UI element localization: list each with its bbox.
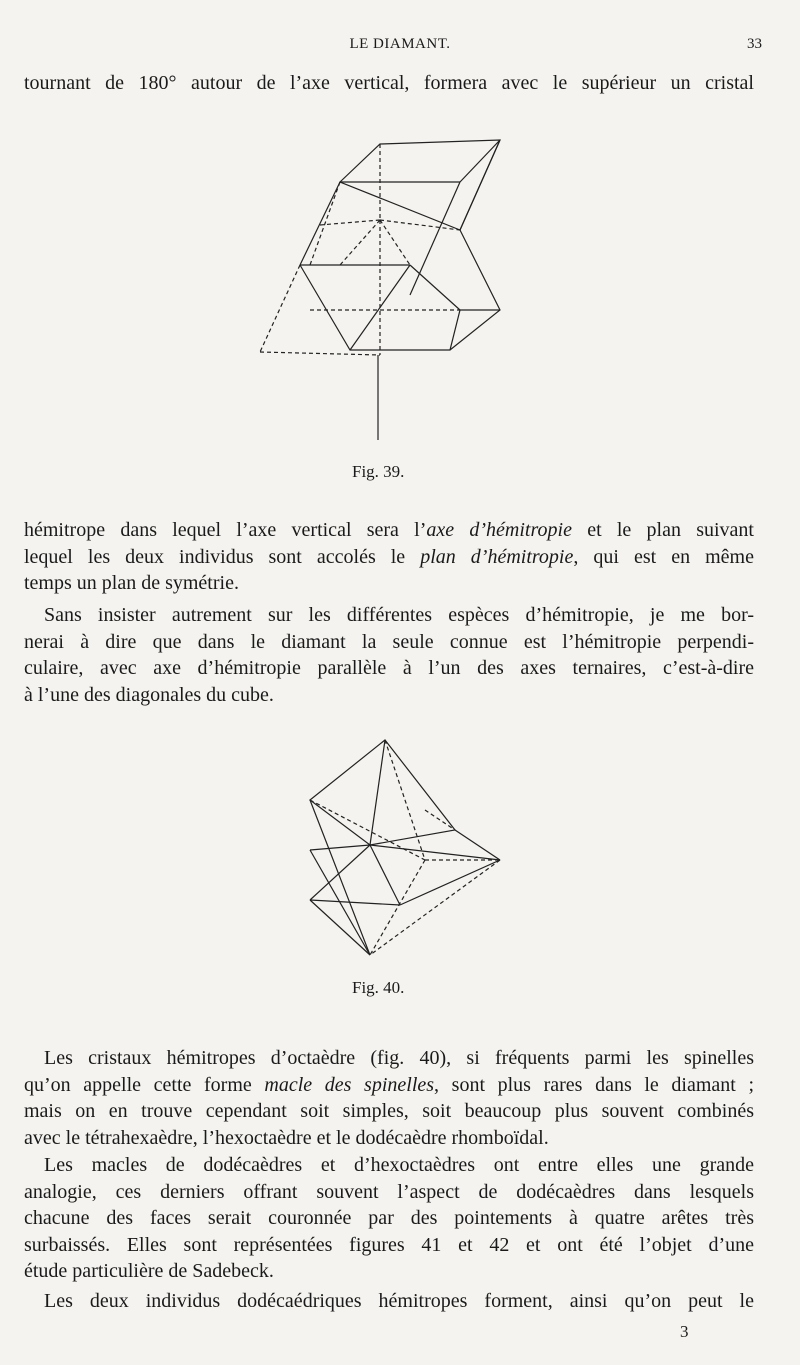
fig40-hidden-edge [425,810,455,830]
fig40-edge [310,845,370,900]
running-header [24,36,776,60]
text-line: mais on en trouve cependant soit simples, soit beaucoup plus souvent combinés [24,1100,754,1122]
fig39-hidden-edge [260,352,380,355]
text-line [24,517,754,544]
fig40-hidden-edge [370,860,425,955]
fig39-hidden-edge [320,220,380,225]
figure-39-crystal-diagram [250,130,520,450]
fig40-edge [370,740,385,845]
text-run: lequel les deux individus sont accolés le [24,545,421,568]
text-run: et le plan suivant [571,519,754,541]
figure-39-caption: Fig. 39. [352,462,405,481]
fig39-hidden-edge [380,220,410,265]
text-line: tournant de 180° autour de l’axe vertical, formera avec le supérieur un cristal [24,72,754,94]
fig39-upper-top-face [340,140,500,230]
text-line: avec le tétrahexaèdre, l’hexoctaèdre et le dodécaèdre rhomboïdal. [24,1126,549,1149]
page-number: 33 [747,36,762,52]
text-line: nerai à dire que dans le diamant la seule connue est l’hémitropie perpendi- [24,630,754,653]
text-line: à l’une des diagonales du cube. [24,683,274,706]
fig40-edge [310,900,370,955]
paragraph-hemitropie-diamant [24,602,754,708]
fig40-edge [310,900,400,905]
text-line: Les deux individus dodécaédriques hémitropes forment, ainsi qu’on peut le [44,1290,754,1312]
emphasis-plan-hemitropie: plan d’hémitropie [420,545,574,568]
running-title: LE DIAMANT. [349,36,451,52]
text-line [24,1072,754,1099]
fig40-edge [400,860,500,905]
text-run: qu’on appelle cette forme [24,1073,265,1096]
paragraph-cristaux-hemitropes [24,1045,754,1151]
text-line: étude particulière de Sadebeck. [24,1260,274,1282]
paragraph-macles-dodecaedres [24,1152,754,1285]
text-run: , sont plus rares dans le diamant ; [434,1073,754,1096]
paragraph-hemitrope [24,517,754,597]
text-line: temps un plan de symétrie. [24,572,239,594]
fig39-edge [410,265,460,310]
text-line: culaire, avec axe d’hémitropie parallèle à l’un des axes ternaires, c’est-à-dire [24,657,754,679]
text-line: surbaissés. Elles sont représentées figures 41 et 42 et ont été l’objet d’une [24,1233,754,1256]
fig40-hidden-edge [370,860,500,955]
text-line: Les cristaux hémitropes d’octaèdre (fig. 40), si fréquents parmi les spinelles [44,1047,754,1069]
paragraph-top [24,70,754,97]
signature-mark: 3 [680,1322,689,1341]
text-run: hémitrope dans lequel l’axe vertical sera l’ [24,519,427,541]
fig39-edge [460,140,500,230]
fig40-edge [370,845,400,905]
fig40-edge [310,845,370,850]
fig39-hidden-edge [340,220,380,265]
fig39-lower-outline [300,230,500,350]
emphasis-macle-spinelles: macle des spinelles [264,1073,435,1096]
figure-40-caption: Fig. 40. [352,978,405,997]
text-line: analogie, ces derniers offrant souvent l’aspect de dodécaèdres dans lesquels [24,1180,754,1203]
paragraph-individus [24,1288,754,1315]
text-run: , qui est en même [573,545,754,568]
fig39-edge [450,310,460,350]
figure-40-octahedron-twin [265,730,525,970]
fig39-hidden-edge [260,265,300,352]
text-line: Les macles de dodécaèdres et d’hexoctaèdres ont entre elles une grande [44,1154,754,1176]
fig39-edge [410,182,460,295]
text-line: Sans insister autrement sur les différentes espèces d’hémitropie, je me bor- [44,604,754,626]
text-line: chacune des faces serait couronnée par des pointements à quatre arêtes très [24,1207,754,1229]
emphasis-axe-hemitropie: axe d’hémitropie [426,519,572,541]
text-line [24,544,754,571]
fig39-edge [460,140,500,182]
